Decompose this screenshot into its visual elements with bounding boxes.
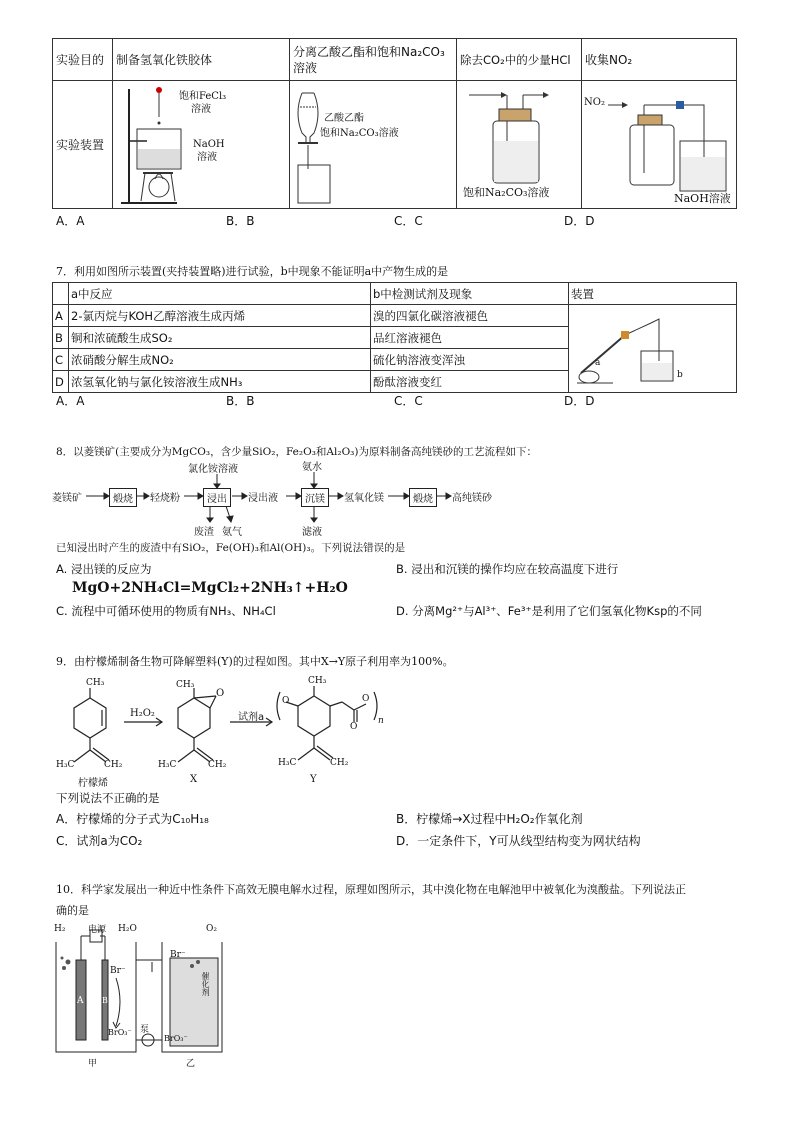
q6-fig-b-l1: 乙酸乙酯	[324, 113, 364, 124]
q6-option-c[interactable]: C．C	[394, 214, 423, 228]
q8-option-c[interactable]: C. 流程中可循环使用的物质有NH₃、NH₄Cl	[56, 604, 276, 618]
q6-fig-b-funnel	[292, 83, 452, 207]
q10-stem-line2: 确的是	[56, 904, 89, 917]
q8-flow-start: 菱镁矿	[52, 493, 82, 504]
q9-note: 下列说法不正确的是	[56, 791, 160, 805]
q6-purpose-d: 收集NO₂	[582, 39, 737, 81]
q7-header-key	[53, 283, 69, 305]
q9-option-d[interactable]: D．一定条件下，Y可从线型结构变为网状结构	[396, 834, 641, 848]
q8-flow-end: 高纯镁砂	[452, 493, 492, 504]
q6-fig-c-l1: 饱和Na₂CO₃溶液	[463, 186, 550, 199]
q9-option-a[interactable]: A．柠檬烯的分子式为C₁₀H₁₈	[56, 812, 209, 826]
q7-header-device: 装置	[569, 283, 737, 305]
q8-flow-box-calcine1: 煅烧	[109, 488, 137, 507]
q7-row-b: 酚酞溶液变红	[371, 371, 569, 393]
q9-limonene-name: 柠檬烯	[78, 778, 108, 789]
q10-power-label: 电源	[88, 925, 107, 935]
q9-limonene-ch3: CH₃	[86, 678, 105, 688]
q7-row-b: 硫化钠溶液变浑浊	[371, 349, 569, 371]
q9-y-ch3: CH₃	[308, 676, 327, 686]
q8-note: 已知浸出时产生的废渣中有SiO₂，Fe(OH)₃和Al(OH)₃。下列说法错误的是	[56, 542, 406, 554]
q10-h2o-label: H₂O	[118, 924, 137, 934]
q7-device-figure	[573, 305, 733, 385]
q9-x-ch2: CH₂	[208, 760, 227, 770]
q6-fig-b-l2: 饱和Na₂CO₃溶液	[320, 128, 399, 139]
q9-y-o-right: O	[362, 694, 370, 704]
q9-x-ch3: CH₃	[176, 680, 195, 690]
q6-fig-d-l1: NO₂	[584, 97, 605, 108]
q9-y-o-carbonyl: O	[350, 722, 358, 732]
q6-fig-a-top: 饱和FeCl₃	[179, 91, 227, 102]
q6-option-d[interactable]: D．D	[564, 214, 595, 228]
q9-option-c[interactable]: C．试剂a为CO₂	[56, 834, 143, 848]
q7-option-d[interactable]: D．D	[564, 394, 595, 408]
q8-flow-box-calcine2: 煅烧	[409, 488, 437, 507]
q8-stem: 8．以菱镁矿(主要成分为MgCO₃，含少量SiO₂，Fe₂O₃和Al₂O₃)为原料制备高纯镁砂的工艺流程如下：	[56, 446, 537, 458]
q10-bro3-right: BrO₃⁻	[164, 1034, 188, 1043]
q6-table	[52, 38, 737, 209]
q6-row2-label: 实验装置	[53, 81, 113, 209]
q10-br-left: Br⁻	[110, 966, 126, 976]
q6-fig-c-cell	[457, 81, 582, 209]
q7-row-key: C	[53, 349, 69, 371]
q9-limonene-h3c: H₃C	[56, 760, 75, 770]
q7-row-a: 浓硝酸分解生成NO₂	[69, 349, 371, 371]
q7-header-a: a中反应	[69, 283, 371, 305]
q7-row-a: 浓氢氧化钠与氯化铵溶液生成NH₃	[69, 371, 371, 393]
q10-pump-label: 泵	[140, 1025, 150, 1035]
q9-x-name: X	[190, 774, 198, 785]
q10-electrode-a: A	[77, 996, 84, 1006]
q10-o2-label: O₂	[206, 924, 217, 934]
q9-h2o2-label: H₂O₂	[130, 708, 155, 719]
q9-y-o-left: O	[282, 696, 290, 706]
q9-option-b[interactable]: B．柠檬烯→X过程中H₂O₂作氧化剂	[396, 812, 583, 826]
q9-y-name: Y	[310, 774, 317, 785]
q10-bro3-left: BrO₃⁻	[108, 1028, 132, 1037]
q6-option-b[interactable]: B．B	[226, 214, 255, 228]
q7-option-a[interactable]: A．A	[56, 394, 85, 408]
q10-cell-yi: 乙	[186, 1059, 196, 1069]
q6-row1-label: 实验目的	[53, 39, 113, 81]
q8-flow-box-leach: 浸出	[203, 488, 231, 507]
q10-br-right: Br⁻	[170, 950, 186, 960]
q7-row-b: 溴的四氯化碳溶液褪色	[371, 305, 569, 327]
q6-fig-a-side: NaOH	[193, 139, 225, 150]
q7-option-c[interactable]: C．C	[394, 394, 423, 408]
q7-row-a: 2-氯丙烷与KOH乙醇溶液生成丙烯	[69, 305, 371, 327]
q6-fig-a-cell	[113, 81, 290, 209]
q8-flow-input-ammonia: 氨水	[302, 462, 322, 473]
q8-option-a-equation: MgO+2NH₄Cl=MgCl₂+2NH₃↑+H₂O	[72, 580, 348, 596]
q8-flow-mid1: 轻烧粉	[150, 493, 180, 504]
q7-fig-label-b: b	[677, 370, 683, 380]
q7-fig-label-a: a	[595, 358, 601, 368]
q9-reagent-label: 试剂a	[238, 712, 265, 723]
q7-header-b: b中检测试剂及现象	[371, 283, 569, 305]
q6-purpose-a: 制备氢氧化铁胶体	[113, 39, 290, 81]
q9-x-h3c: H₃C	[158, 760, 177, 770]
q7-table	[52, 282, 737, 393]
q7-device-cell	[569, 305, 737, 393]
q8-flow-out-ammonia: 氨气	[222, 527, 242, 538]
q6-fig-a-top2: 溶液	[191, 104, 211, 115]
q9-limonene-ch2: CH₂	[104, 760, 123, 770]
q7-row-b: 品红溶液褪色	[371, 327, 569, 349]
q8-option-d[interactable]: D. 分离Mg²⁺与Al³⁺、Fe³⁺是利用了它们氢氧化物Ksp的不同	[396, 604, 702, 618]
q9-stem: 9．由柠檬烯制备生物可降解塑料(Y)的过程如图。其中X→Y原子利用率为100%。	[56, 655, 454, 668]
q7-row-key: A	[53, 305, 69, 327]
q9-y-h3c: H₃C	[278, 758, 297, 768]
q6-fig-d-cell	[582, 81, 737, 209]
q7-row-a: 铜和浓硫酸生成SO₂	[69, 327, 371, 349]
q9-x-oxygen: O	[216, 688, 225, 699]
q6-fig-a-side2: 溶液	[197, 152, 217, 163]
q6-option-a[interactable]: A．A	[56, 214, 85, 228]
q10-electrolysis-figure	[52, 922, 242, 1072]
q7-stem: 7．利用如图所示装置(夹持装置略)进行试验，b中现象不能证明a中产物生成的是	[56, 265, 449, 278]
q7-option-b[interactable]: B．B	[226, 394, 255, 408]
q10-catalyst-label: 催化剂	[201, 972, 210, 996]
q9-y-ch2: CH₂	[330, 758, 349, 768]
q8-flowchart	[52, 458, 572, 538]
q8-flow-mid3: 氢氧化镁	[344, 493, 384, 504]
q8-option-b[interactable]: B. 浸出和沉镁的操作均应在较高温度下进行	[396, 562, 619, 576]
q9-y-n: n	[378, 716, 384, 726]
q8-option-a[interactable]: A. 浸出镁的反应为	[56, 562, 152, 576]
q10-electrode-b: B	[102, 996, 108, 1005]
q6-purpose-b: 分离乙酸乙酯和饱和Na₂CO₃溶液	[290, 39, 457, 81]
q7-row-key: D	[53, 371, 69, 393]
q8-flow-out-filtrate: 滤液	[302, 527, 322, 538]
q9-reaction-figure	[52, 676, 392, 790]
q10-stem-line1: 10．科学家发展出一种近中性条件下高效无膜电解水过程，原理如图所示，其中溴化物在电解池甲中被氧化为溴酸盐。下列说法正	[56, 883, 686, 896]
q8-flow-out-residue: 废渣	[194, 527, 214, 538]
q7-row-key: B	[53, 327, 69, 349]
q10-h2-label: H₂	[54, 924, 66, 934]
q10-cell-jia: 甲	[88, 1059, 98, 1069]
q8-flow-box-precipitate: 沉镁	[301, 488, 329, 507]
q6-fig-d-l2: NaOH溶液	[674, 192, 731, 205]
q8-flow-input-nh4cl: 氯化铵溶液	[188, 464, 238, 475]
q6-purpose-c: 除去CO₂中的少量HCl	[457, 39, 582, 81]
q8-flow-mid2: 浸出液	[248, 493, 278, 504]
q6-fig-b-cell	[290, 81, 457, 209]
